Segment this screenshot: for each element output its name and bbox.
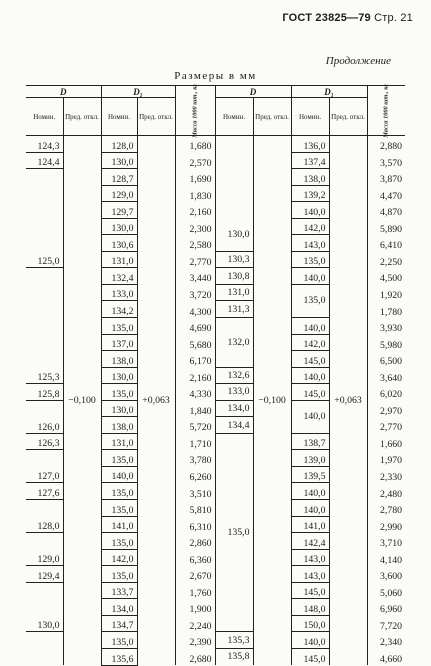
- header-D: D: [26, 86, 101, 98]
- cell-d-dev: −0,100: [63, 136, 101, 666]
- page-number: Стр. 21: [374, 12, 413, 24]
- cell-d-nom: [26, 582, 63, 599]
- cell-mass-right: 2,970: [379, 405, 403, 417]
- cell-mass-right: 1,920: [379, 289, 403, 301]
- cell-d-nom-right: [215, 136, 253, 219]
- cell-d-nom-right: 134,0: [215, 400, 253, 417]
- cell-d1-nom-right: 139,0: [291, 450, 329, 467]
- cell-d1-nom-right: 140,0: [291, 268, 329, 285]
- cell-mass: 6,170: [175, 351, 215, 368]
- cell-mass: 2,160: [175, 367, 215, 384]
- cell-d-nom: 126,3: [26, 433, 63, 450]
- cell-d1-nom-right: 145,0: [291, 582, 329, 599]
- header-nom: Номин.: [26, 98, 63, 136]
- cell-mass: 6,260: [175, 466, 215, 483]
- cell-mass: 5,680: [175, 334, 215, 351]
- cell-d1-nom-right: 140,0: [291, 483, 329, 500]
- cell-d1-nom-right: 135,0: [291, 284, 329, 317]
- cell-d1-nom-right: 145,0: [291, 384, 329, 401]
- cell-d1-nom-right: 140,0: [291, 318, 329, 335]
- cell-mass-right: 1,660: [379, 438, 403, 450]
- cell-mass: 6,360: [175, 549, 215, 566]
- cell-mass-right: 7,720: [379, 620, 403, 632]
- header-dev: Пред. откл.: [63, 98, 101, 136]
- cell-mass: 1,690: [175, 169, 215, 186]
- header-D1: D₁: [101, 86, 175, 98]
- cell-d-nom: [26, 450, 63, 467]
- cell-d1-nom: 131,0: [101, 433, 137, 450]
- cell-mass: 2,570: [175, 152, 215, 169]
- cell-d1-nom: 135,0: [101, 500, 137, 517]
- cell-mass: 3,510: [175, 483, 215, 500]
- header-D1-right: D₁: [291, 86, 367, 98]
- cell-mass: 4,330: [175, 384, 215, 401]
- cell-mass-right: 1,970: [379, 455, 403, 467]
- cell-d1-nom: 129,7: [101, 202, 137, 219]
- cell-d-nom: [26, 351, 63, 368]
- cell-mass-right: 6,960: [379, 604, 403, 616]
- cell-mass-right: 5,060: [379, 587, 403, 599]
- cell-d1-nom-right: 138,0: [291, 169, 329, 186]
- cell-d1-nom: 138,0: [101, 417, 137, 434]
- cell-mass-right: 4,870: [379, 207, 403, 219]
- cell-d-nom: 124,3: [26, 136, 63, 153]
- cell-d1-nom: 133,0: [101, 284, 137, 301]
- cell-mass-right: 2,340: [379, 637, 403, 649]
- cell-mass: 4,690: [175, 318, 215, 335]
- cell-d-nom: 125,0: [26, 251, 63, 268]
- cell-mass: 2,670: [175, 566, 215, 583]
- cell-d-nom: [26, 533, 63, 550]
- cell-mass-right: 2,880: [379, 141, 403, 153]
- cell-d1-nom: 132,4: [101, 268, 137, 285]
- cell-d-nom: 129,0: [26, 549, 63, 566]
- header-dev-right: Пред. откл.: [253, 98, 291, 136]
- cell-mass-right: 2,480: [379, 488, 403, 500]
- cell-mass-right: 4,470: [379, 190, 403, 202]
- table-body: [26, 136, 405, 666]
- cell-mass: 1,680: [175, 136, 215, 153]
- cell-d1-dev-right: +0,063: [329, 136, 367, 666]
- cell-d-nom: 125,8: [26, 384, 63, 401]
- cell-d1-nom: 138,0: [101, 351, 137, 368]
- cell-d1-nom: 130,0: [101, 367, 137, 384]
- cell-d1-nom: 135,0: [101, 483, 137, 500]
- cell-mass: 6,310: [175, 516, 215, 533]
- continued-label: Продолжение: [325, 55, 391, 67]
- cell-d1-nom-right: 145,0: [291, 648, 329, 665]
- cell-d1-nom: 135,0: [101, 566, 137, 583]
- cell-mass-right: 2,780: [379, 505, 403, 517]
- cell-mass-right: 3,640: [379, 372, 403, 384]
- cell-mass-right: 6,410: [379, 240, 403, 252]
- cell-mass-right: 2,770: [379, 422, 403, 434]
- cell-d-nom-right: 131,3: [215, 301, 253, 318]
- cell-d1-dev: +0,063: [137, 136, 175, 666]
- cell-d1-nom: 140,0: [101, 466, 137, 483]
- cell-d1-nom-right: 140,0: [291, 202, 329, 219]
- header-nom-d1-right: Номин.: [291, 98, 329, 136]
- cell-mass-right: 3,870: [379, 174, 403, 186]
- cell-d1-nom: 135,0: [101, 384, 137, 401]
- cell-mass: 1,900: [175, 599, 215, 616]
- cell-d-nom: [26, 334, 63, 351]
- cell-mass-right: 5,980: [379, 339, 403, 351]
- cell-d1-nom-right: 139,2: [291, 185, 329, 202]
- cell-d-nom: 129,4: [26, 566, 63, 583]
- cell-d1-nom-right: 137,4: [291, 152, 329, 169]
- cell-d1-nom-right: 141,0: [291, 516, 329, 533]
- cell-d-nom: [26, 400, 63, 417]
- cell-d1-nom: 134,2: [101, 301, 137, 318]
- header-dev-d1-right: Пред. откл.: [329, 98, 367, 136]
- cell-d1-nom: 135,6: [101, 648, 137, 665]
- cell-d-nom: 124,4: [26, 152, 63, 169]
- cell-mass: 1,710: [175, 433, 215, 450]
- cell-d1-nom: 135,0: [101, 533, 137, 550]
- cell-mass-right: 4,500: [379, 273, 403, 285]
- cell-d1-nom-right: 142,0: [291, 218, 329, 235]
- cell-mass-right: 3,570: [379, 157, 403, 169]
- cell-mass: 2,300: [175, 218, 215, 235]
- cell-d-nom: [26, 284, 63, 301]
- cell-d1-nom: 135,0: [101, 450, 137, 467]
- cell-mass-right: 4,660: [379, 654, 403, 665]
- cell-d1-nom-right: 143,0: [291, 549, 329, 566]
- cell-d-nom: 127,0: [26, 466, 63, 483]
- cell-d-nom: 127,6: [26, 483, 63, 500]
- cell-d-nom-right: 130,0: [215, 218, 253, 251]
- cell-mass-right: 2,990: [379, 521, 403, 533]
- cell-d1-nom-right: 140,0: [291, 500, 329, 517]
- cell-mass: 3,440: [175, 268, 215, 285]
- cell-mass-right: 6,500: [379, 356, 403, 368]
- cell-d-nom: [26, 500, 63, 517]
- cell-d1-nom: 135,0: [101, 632, 137, 649]
- cell-d-nom: [26, 202, 63, 219]
- cell-mass-right: 6,020: [379, 389, 403, 401]
- cell-mass: 2,240: [175, 615, 215, 632]
- cell-mass: 1,760: [175, 582, 215, 599]
- cell-d1-nom: 141,0: [101, 516, 137, 533]
- cell-d-nom: 130,0: [26, 615, 63, 632]
- cell-d1-nom: 130,0: [101, 218, 137, 235]
- cell-d-nom: 128,0: [26, 516, 63, 533]
- cell-d1-nom: 128,7: [101, 169, 137, 186]
- cell-d1-nom: 142,0: [101, 549, 137, 566]
- cell-mass: 2,770: [175, 251, 215, 268]
- cell-d1-nom: 137,0: [101, 334, 137, 351]
- header-mass: Масса 1000 шт., кг: [175, 86, 215, 136]
- dimensions-table: [26, 85, 405, 666]
- cell-mass-right: 2,250: [379, 256, 403, 268]
- header-nom-d1: Номин.: [101, 98, 137, 136]
- cell-mass-right: 3,710: [379, 538, 403, 550]
- cell-d1-nom-right: 138,7: [291, 433, 329, 450]
- cell-d-nom-right: 135,3: [215, 632, 253, 649]
- cell-d1-nom-right: 150,0: [291, 615, 329, 632]
- cell-mass: 2,680: [175, 648, 215, 665]
- cell-d1-nom: 134,0: [101, 599, 137, 616]
- cell-mass-right: 4,140: [379, 554, 403, 566]
- cell-d-nom: [26, 268, 63, 285]
- cell-d-nom-right: 135,8: [215, 648, 253, 665]
- cell-d-nom-right: 135,0: [215, 433, 253, 632]
- cell-d1-nom-right: 148,0: [291, 599, 329, 616]
- header-D-right: D: [215, 86, 291, 98]
- cell-d1-nom-right: 136,0: [291, 136, 329, 153]
- cell-d-nom: [26, 318, 63, 335]
- cell-d1-nom-right: 140,0: [291, 367, 329, 384]
- header-nom-right: Номин.: [215, 98, 253, 136]
- cell-d1-nom: 129,0: [101, 185, 137, 202]
- table-row: [26, 136, 405, 153]
- cell-d1-nom-right: 139,5: [291, 466, 329, 483]
- page-header: [0, 12, 413, 24]
- cell-mass-right: 3,600: [379, 571, 403, 583]
- cell-d1-nom-right: 145,0: [291, 351, 329, 368]
- cell-d1-nom-right: 140,0: [291, 632, 329, 649]
- cell-d-nom-right: 132,6: [215, 367, 253, 384]
- cell-d-nom: 125,3: [26, 367, 63, 384]
- cell-d1-nom: 128,0: [101, 136, 137, 153]
- cell-d1-nom-right: 140,0: [291, 400, 329, 433]
- cell-d1-nom: 130,0: [101, 152, 137, 169]
- cell-d-nom-right: 131,0: [215, 284, 253, 301]
- cell-d-nom: 126,0: [26, 417, 63, 434]
- cell-d1-nom: 133,7: [101, 582, 137, 599]
- cell-mass: 2,390: [175, 632, 215, 649]
- cell-d-dev-right: −0,100: [253, 136, 291, 666]
- cell-d-nom-right: 133,0: [215, 384, 253, 401]
- cell-d-nom: [26, 235, 63, 252]
- cell-d1-nom: 135,0: [101, 318, 137, 335]
- cell-mass: 2,580: [175, 235, 215, 252]
- cell-d-nom-right: 134,4: [215, 417, 253, 434]
- cell-d-nom-right: 130,3: [215, 251, 253, 268]
- cell-mass: 5,810: [175, 500, 215, 517]
- cell-mass-right: 3,930: [379, 323, 403, 335]
- standard-number: ГОСТ 23825—79: [282, 12, 371, 24]
- cell-mass-right: 1,780: [379, 306, 403, 318]
- cell-mass: 3,780: [175, 450, 215, 467]
- cell-mass: 2,160: [175, 202, 215, 219]
- cell-d-nom: [26, 218, 63, 235]
- cell-d1-nom-right: 142,0: [291, 334, 329, 351]
- cell-d-nom-right: 130,8: [215, 268, 253, 285]
- cell-d1-nom-right: 135,0: [291, 251, 329, 268]
- cell-mass: 5,720: [175, 417, 215, 434]
- cell-d-nom: [26, 185, 63, 202]
- cell-d1-nom: 131,0: [101, 251, 137, 268]
- cell-mass: 2,860: [175, 533, 215, 550]
- table-title: Размеры в мм: [174, 70, 257, 82]
- cell-d1-nom-right: 143,0: [291, 235, 329, 252]
- cell-d1-nom-right: 142,4: [291, 533, 329, 550]
- cell-mass-right: 5,890: [379, 223, 403, 235]
- cell-d1-nom: 130,0: [101, 400, 137, 417]
- cell-d-nom: [26, 599, 63, 616]
- cell-d-nom-right: 132,0: [215, 318, 253, 368]
- cell-d-nom: [26, 648, 63, 665]
- cell-mass: 1,830: [175, 185, 215, 202]
- cell-d-nom: [26, 301, 63, 318]
- cell-d1-nom-right: 143,0: [291, 566, 329, 583]
- cell-mass: 3,720: [175, 284, 215, 301]
- cell-d-nom: [26, 169, 63, 186]
- cell-d1-nom: 134,7: [101, 615, 137, 632]
- cell-d1-nom: 130,6: [101, 235, 137, 252]
- cell-mass-right: 2,330: [379, 471, 403, 483]
- cell-mass: 1,840: [175, 400, 215, 417]
- header-dev-d1: Пред. откл.: [137, 98, 175, 136]
- cell-mass: 4,300: [175, 301, 215, 318]
- header-mass-right: Масса 1000 шт., кг: [367, 86, 405, 136]
